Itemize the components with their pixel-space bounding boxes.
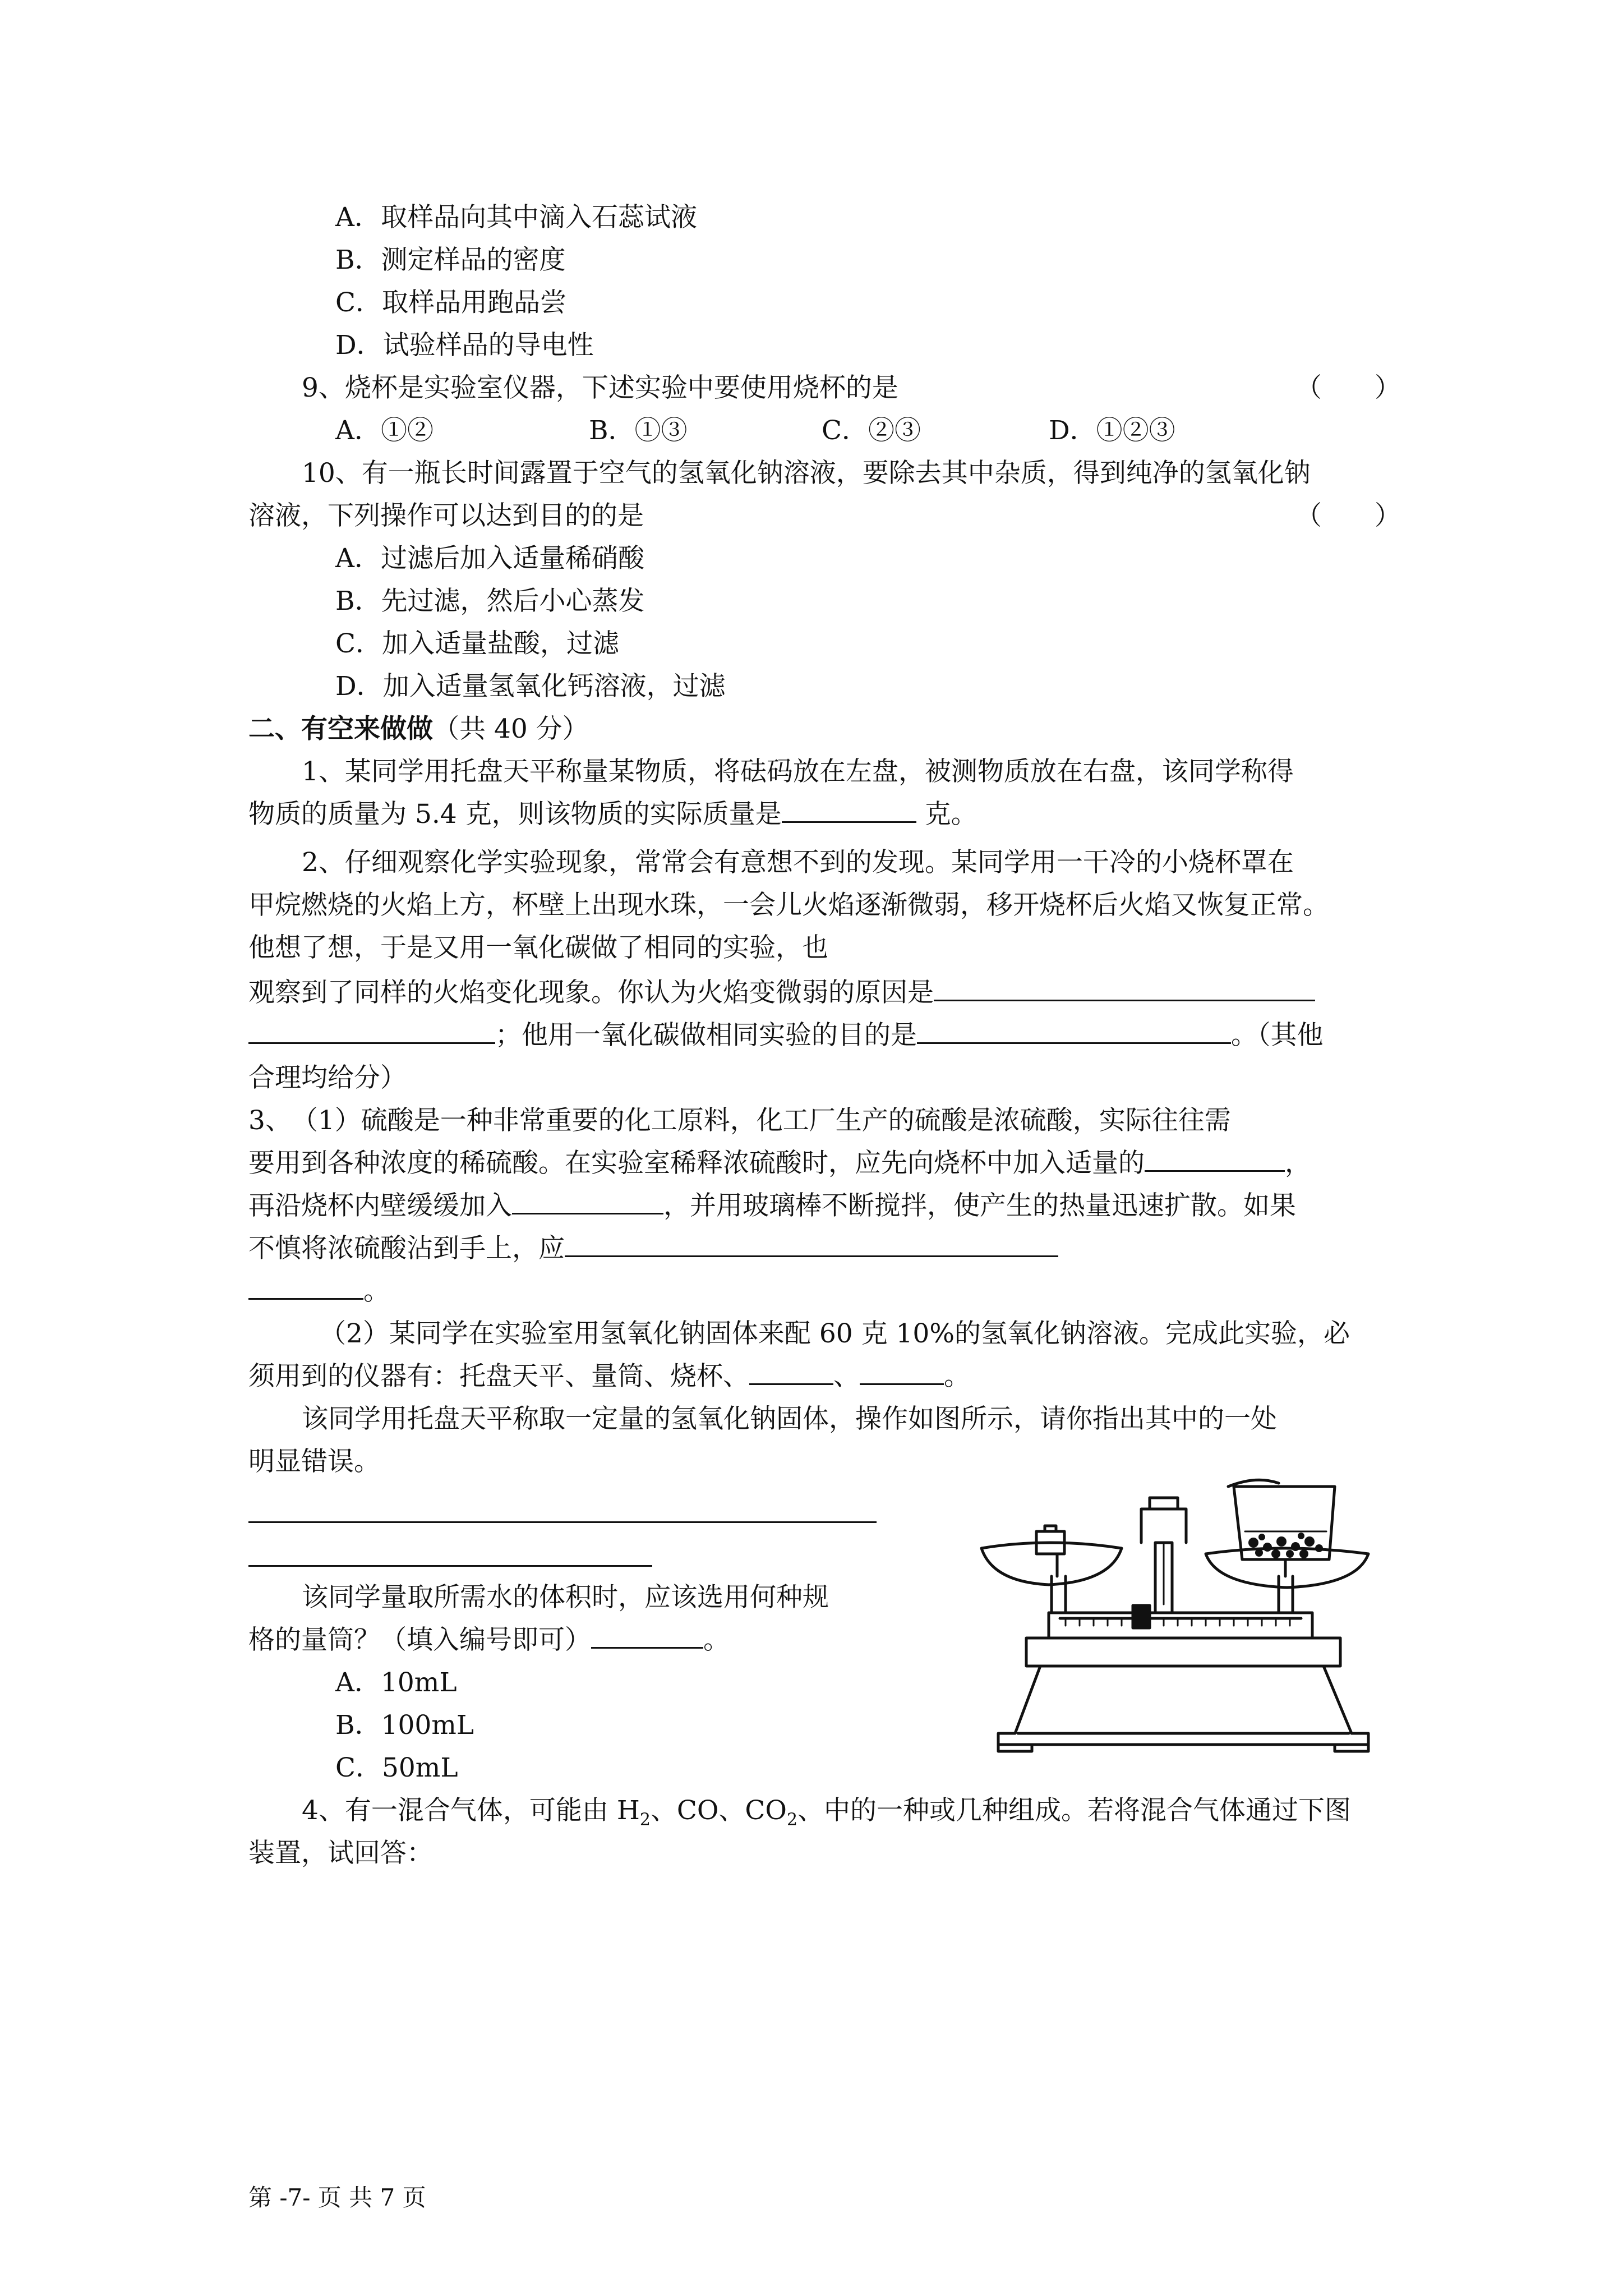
sodium-hydroxide-pellets [1248, 1533, 1323, 1558]
p3-then-add-blank[interactable] [512, 1189, 663, 1214]
p3-line-3-text-b: ，并用玻璃棒不断搅拌，使产生的热量迅速扩散。如果 [663, 1190, 1296, 1221]
p4-text-a: 4、有一混合气体，可能由 H [302, 1795, 640, 1826]
p3-error-answer-line-1[interactable] [248, 1521, 877, 1523]
q9-option-b: B．①③ [589, 415, 688, 446]
q9-option-a: A．①② [335, 415, 434, 446]
p3-line-2-text-b: ， [1285, 1148, 1311, 1179]
p3-line-3 [248, 1189, 1296, 1223]
balance-figure [965, 1475, 1396, 1756]
page-footer: 第 -7- 页 共 7 页 [248, 2184, 426, 2211]
q10-option-d: D．加入适量氢氧化钙溶液，过滤 [335, 671, 726, 702]
q10-line-2: 溶液，下列操作可以达到目的的是 [248, 500, 644, 531]
q9-option-c: C．②③ [822, 415, 921, 446]
p1-line-1: 1、某同学用托盘天平称量某物质，将砝码放在左盘，被测物质放在右盘，该同学称得 [302, 756, 1294, 787]
p3-handling-blank[interactable] [565, 1232, 1058, 1257]
p1-text-a: 物质的质量为 5.4 克，则该物质的实际质量是 [248, 799, 782, 830]
p2-line-3: 他想了想，于是又用一氧化碳做了相同的实验，也 [248, 932, 828, 963]
p3-first-add-blank[interactable] [1145, 1147, 1285, 1172]
section-heading [248, 712, 589, 746]
p2-line-6: 合理均给分） [248, 1062, 407, 1093]
p3-line-1: 3、 （1）硫酸是一种非常重要的化工原料，化工厂生产的硫酸是浓硫酸，实际往往需 [248, 1105, 1231, 1136]
p3-instrument-blank-2[interactable] [860, 1360, 944, 1385]
q10-option-c: C．加入适量盐酸，过滤 [335, 628, 619, 659]
q8-option-a: A．取样品向其中滴入石蕊试液 [335, 202, 697, 233]
p4-text-c: 、中的一种或几种组成。若将混合气体通过下图 [797, 1795, 1352, 1826]
q10-answer-paren: （ ） [1295, 500, 1401, 531]
p3-line-5-text: 。 [363, 1276, 390, 1306]
p4-line-1 [302, 1794, 1351, 1837]
q10-line-1: 10、有一瓶长时间露置于空气的氢氧化钠溶液，要除去其中杂质，得到纯净的氢氧化钠 [302, 458, 1311, 489]
p3-line-4-text: 不慎将浓硫酸沾到手上，应 [248, 1233, 565, 1264]
p3-part2-line-2 [248, 1360, 970, 1393]
p3-part2-line-1: （2）某同学在实验室用氢氧化钠固体来配 60 克 10%的氢氧化钠溶液。完成此实验，必 [320, 1318, 1350, 1349]
p2-line-5-text-a: ；他用一氧化碳做相同实验的目的是 [495, 1020, 917, 1051]
p2-line-5 [248, 1019, 1324, 1052]
p3-line-4 [248, 1232, 1058, 1266]
p3-part4-line-2-text-a: 格的量筒？（填入编号即可） [248, 1625, 591, 1655]
p2-reason-blank[interactable] [934, 976, 1315, 1001]
p2-purpose-blank[interactable] [917, 1019, 1231, 1044]
p4-text-b: 、CO、CO [650, 1795, 787, 1826]
p3-line-2 [248, 1147, 1311, 1180]
p3-option-b: B．100mL [335, 1710, 474, 1741]
p2-line-4 [248, 976, 1315, 1010]
p3-part4-line-2 [248, 1623, 730, 1657]
p3-part3-line-1: 该同学用托盘天平称取一定量的氢氧化钠固体，操作如图所示，请你指出其中的一处 [302, 1404, 1277, 1434]
p3-error-answer-line-2[interactable] [248, 1565, 652, 1567]
p3-option-c: C．50mL [335, 1752, 458, 1783]
p4-line-2: 装置，试回答： [248, 1838, 433, 1869]
p3-handling-blank-continued[interactable] [248, 1274, 363, 1300]
balance-scale-illustration [965, 1475, 1396, 1756]
p3-instrument-blank-1[interactable] [749, 1360, 833, 1385]
p1-answer-blank[interactable] [782, 798, 916, 823]
q9-option-d: D．①②③ [1049, 415, 1175, 446]
balance-body [1026, 1638, 1340, 1666]
p3-part2-line-2-text-b: 、 [833, 1361, 860, 1392]
p1-line-2 [248, 798, 978, 831]
p3-part2-line-2-text-a: 须用到的仪器有：托盘天平、量筒、烧杯、 [248, 1361, 749, 1392]
rider-weight [1133, 1605, 1150, 1628]
section-title: 二、有空来做做 [248, 714, 433, 744]
p3-line-5 [248, 1274, 390, 1308]
p2-reason-blank-continued[interactable] [248, 1019, 495, 1044]
q9-stem: 9、烧杯是实验室仪器，下述实验中要使用烧杯的是 [302, 372, 898, 403]
q8-option-c: C．取样品用跑品尝 [335, 287, 566, 318]
p2-line-5-text-b: 。（其他 [1231, 1020, 1324, 1051]
p2-line-4-text: 观察到了同样的火焰变化现象。你认为火焰变微弱的原因是 [248, 977, 934, 1008]
p3-part4-line-1: 该同学量取所需水的体积时，应该选用何种规 [302, 1582, 829, 1613]
q8-option-b: B．测定样品的密度 [335, 245, 566, 275]
p2-line-1: 2、仔细观察化学实验现象，常常会有意想不到的发现。某同学用一干冷的小烧杯罩在 [302, 847, 1294, 878]
p3-line-2-text-a: 要用到各种浓度的稀硫酸。在实验室稀释浓硫酸时，应先向烧杯中加入适量的 [248, 1148, 1145, 1179]
section-score: （共 40 分） [433, 714, 589, 744]
q8-option-d: D．试验样品的导电性 [335, 330, 594, 361]
p4-subscript-co2: 2 [786, 1810, 798, 1830]
q9-answer-paren: （ ） [1295, 372, 1401, 403]
p3-part2-line-2-text-c: 。 [944, 1361, 970, 1392]
p2-line-2: 甲烷燃烧的火焰上方，杯壁上出现水珠，一会儿火焰逐渐微弱，移开烧杯后火焰又恢复正常。 [248, 890, 1329, 921]
q10-option-b: B．先过滤，然后小心蒸发 [335, 586, 645, 616]
p3-line-3-text-a: 再沿烧杯内壁缓缓加入 [248, 1190, 512, 1221]
p3-option-a: A．10mL [335, 1667, 457, 1698]
p3-part3-line-2: 明显错误。 [248, 1446, 380, 1477]
p3-part4-line-2-text-b: 。 [703, 1625, 730, 1655]
q10-option-a: A．过滤后加入适量稀硝酸 [335, 543, 644, 574]
p1-text-b: 克。 [916, 799, 978, 830]
p4-subscript-h2: 2 [639, 1810, 651, 1830]
p3-cylinder-choice-blank[interactable] [591, 1623, 703, 1649]
